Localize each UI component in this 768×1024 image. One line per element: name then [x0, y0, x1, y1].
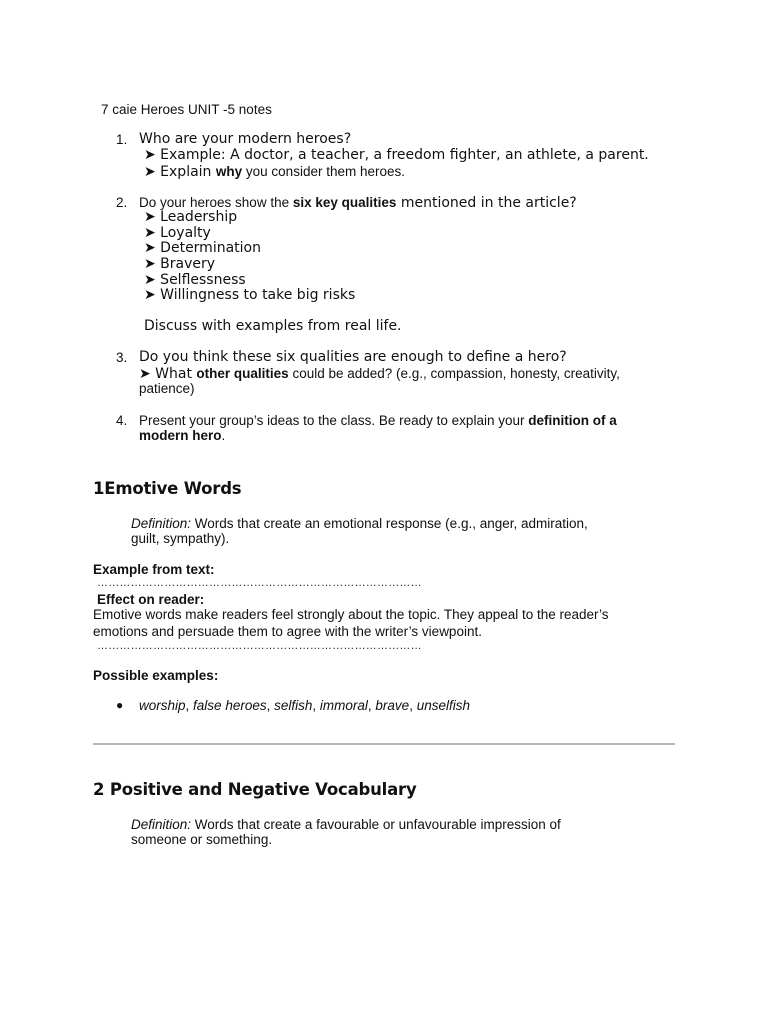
example-word: brave — [375, 698, 410, 713]
effect-label-text: Effect on reader: — [97, 592, 205, 607]
quality-item: ➤ Willingness to take big risks — [144, 287, 356, 303]
section-heading — [93, 780, 417, 799]
section-heading — [93, 479, 241, 498]
definition-text: Words that create a favourable or unfavourable impression of — [191, 817, 561, 832]
section-number: 2 — [93, 780, 105, 799]
question-pre: Do your heroes show the — [139, 195, 293, 210]
question-number: 3. — [116, 350, 128, 365]
example-word: selfish — [274, 698, 313, 713]
question-number: 2. — [116, 195, 128, 210]
example-word: false heroes — [193, 698, 267, 713]
bullet-explain-bold: why — [215, 164, 243, 179]
separator: , — [409, 698, 417, 713]
section-title: Positive and Negative Vocabulary — [109, 780, 417, 799]
separator: , — [312, 698, 320, 713]
other-qualities-line — [139, 365, 620, 383]
effect-text: Emotive words make readers feel strongly about the topic. They appeal to the reader’s — [93, 607, 609, 622]
definition-label: Definition: — [131, 516, 192, 531]
bullet-dot: ● — [116, 698, 124, 712]
example-word: unselfish — [416, 698, 471, 713]
definition-cont: guilt, sympathy). — [131, 531, 230, 546]
question-text-cont — [139, 428, 225, 443]
definition-label: Definition: — [131, 817, 192, 832]
question-number: 4. — [116, 413, 128, 428]
separator: , — [185, 698, 194, 713]
effect-text-cont: emotions and persuade them to agree with the writer’s viewpoint. — [93, 624, 482, 639]
examples-list — [139, 698, 470, 713]
bullet-example: ➤ Example: A doctor, a teacher, a freedom fighter, an athlete, a parent. — [144, 147, 649, 163]
quality-item: ➤ Leadership — [144, 209, 238, 225]
question-number: 1. — [116, 132, 128, 147]
question-bold-2: modern hero — [139, 428, 222, 443]
effect-label — [97, 592, 204, 607]
example-word: immoral — [319, 698, 368, 713]
example-label — [93, 562, 215, 577]
discuss-text: Discuss with examples from real life. — [144, 318, 402, 334]
quality-item: ➤ Selflessness — [144, 272, 246, 288]
definition-cont: someone or something. — [131, 832, 273, 847]
bullet-explain-post: you consider them heroes. — [242, 164, 405, 179]
quality-item: ➤ Bravery — [144, 256, 216, 272]
question-bold: six key qualities — [292, 195, 397, 210]
section-title: Emotive Words — [104, 479, 242, 498]
quality-item: ➤ Loyalty — [144, 225, 211, 241]
dotted-line: …………………………………………………………………………… — [97, 577, 422, 589]
question-post: mentioned in the article? — [396, 195, 577, 211]
bullet-explain — [144, 163, 405, 181]
doc-title: 7 caie Heroes UNIT -5 notes — [101, 102, 272, 117]
definition-text: Words that create an emotional response (e.g., anger, admiration, — [191, 516, 588, 531]
other-qualities-pre: ➤ What — [139, 366, 197, 382]
dotted-line: …………………………………………………………………………… — [97, 640, 422, 652]
question-text — [139, 413, 617, 428]
bullet-explain-pre: ➤ Explain — [144, 164, 216, 180]
other-qualities-post: could be added? (e.g., compassion, honesty, creativity, — [288, 366, 620, 381]
possible-examples-label — [93, 668, 218, 683]
other-qualities-bold: other qualities — [196, 366, 289, 381]
separator: , — [367, 698, 376, 713]
question-pre: Present your group’s ideas to the class. Be ready to explain your — [139, 413, 529, 428]
other-qualities-cont: patience) — [139, 381, 195, 396]
definition — [131, 817, 561, 832]
question-text: Do you think these six qualities are enough to define a hero? — [139, 349, 567, 365]
example-word: worship — [139, 698, 186, 713]
definition — [131, 516, 588, 531]
question-bold-1: definition of a — [528, 413, 617, 428]
possible-examples-label-text: Possible examples: — [93, 668, 219, 683]
section-number: 1 — [93, 479, 105, 498]
question-text: Who are your modern heroes? — [139, 131, 352, 147]
question-post: . — [221, 428, 226, 443]
quality-item: ➤ Determination — [144, 240, 261, 256]
section-divider — [93, 743, 675, 745]
example-label-text: Example from text: — [93, 562, 215, 577]
separator: , — [266, 698, 275, 713]
